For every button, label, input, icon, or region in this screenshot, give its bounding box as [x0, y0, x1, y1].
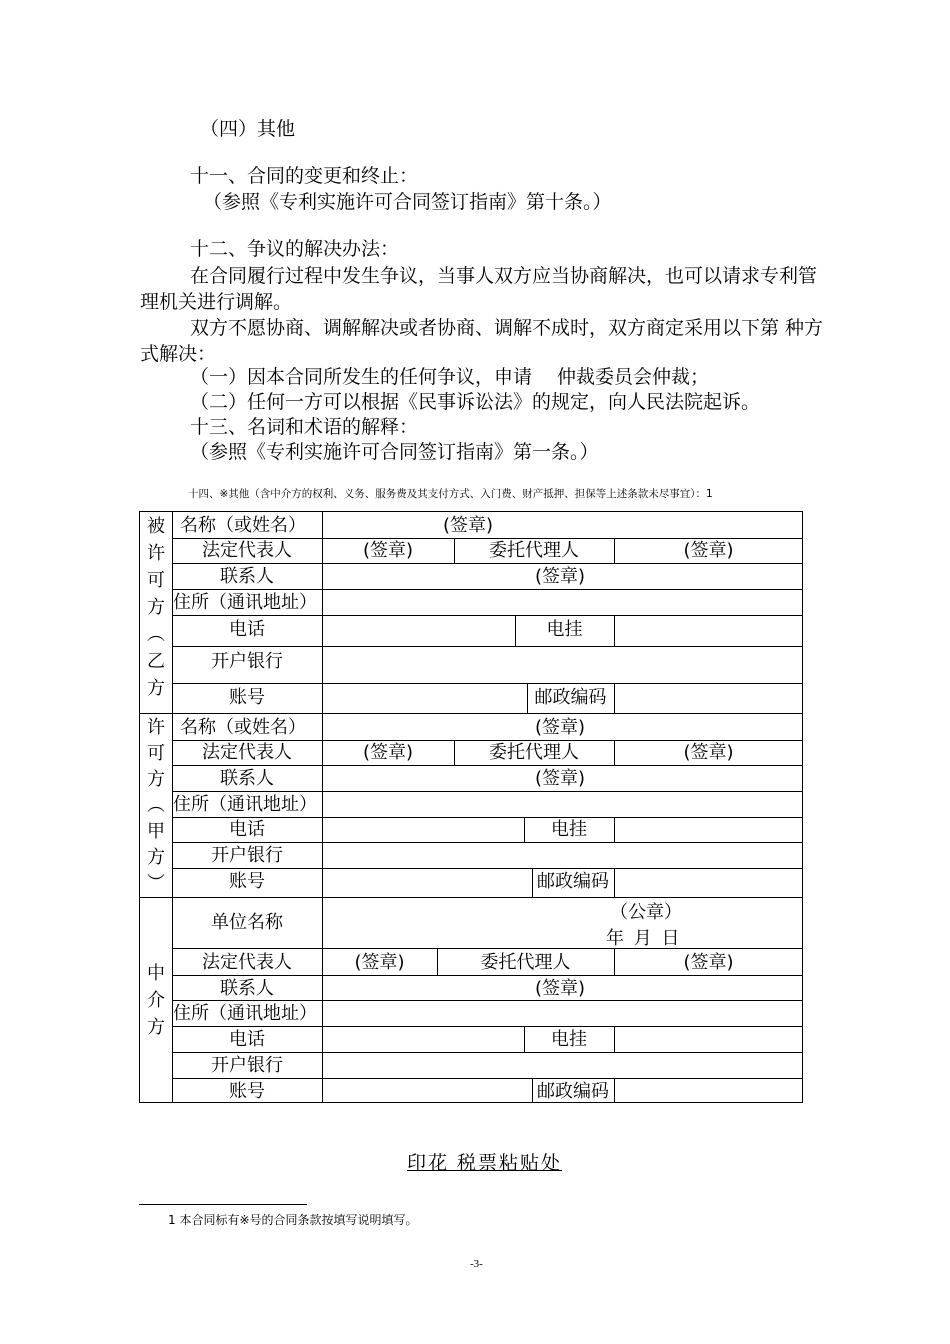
- intermediary-legal-rep-seal: (签章): [354, 952, 405, 973]
- licensee-side-label: 被 许 可 方 ︵ 乙 方: [147, 516, 165, 699]
- stamp-tax-area: 印花 税票粘贴处: [407, 1152, 563, 1174]
- licensor-phone-label: 电话: [229, 819, 265, 840]
- cell-divider: [614, 868, 615, 897]
- licensee-bank-label: 开户银行: [211, 651, 283, 672]
- section-12-option-1: （一）因本合同所发生的任何争议，申请 仲裁委员会仲裁；: [190, 366, 710, 388]
- section-12-title: 十二、争议的解决办法：: [190, 238, 400, 260]
- licensor-agent-label: 委托代理人: [489, 742, 579, 763]
- section-12-paragraph-2-line-2: 式解决：: [140, 343, 217, 365]
- licensee-phone-label: 电话: [229, 619, 265, 640]
- page-number: -3-: [470, 1258, 483, 1270]
- cell-divider: [614, 1078, 615, 1103]
- licensor-contact-label: 联系人: [220, 768, 274, 789]
- section-14-note: 十四、※其他（含中介方的权利、义务、服务费及其支付方式、入门费、财产抵押、担保等上述条款未尽事宜）：1: [188, 488, 713, 500]
- licensee-agent-label: 委托代理人: [489, 540, 579, 561]
- licensor-telex-label: 电挂: [551, 819, 587, 840]
- row-divider: [172, 817, 803, 818]
- intermediary-contact-label: 联系人: [220, 978, 274, 999]
- row-divider: [172, 615, 803, 616]
- intermediary-bank-label: 开户银行: [211, 1055, 283, 1076]
- section-13-title: 十三、名词和术语的解释：: [190, 416, 419, 438]
- licensor-name-seal: (签章): [535, 717, 586, 738]
- section-11-reference: （参照《专利实施许可合同签订指南》第十条。）: [203, 191, 612, 213]
- intermediary-telex-label: 电挂: [551, 1029, 587, 1050]
- row-divider: [172, 948, 803, 949]
- label-column-divider: [322, 511, 323, 1103]
- intermediary-contact-seal: (签章): [535, 978, 586, 999]
- row-divider: [172, 646, 803, 647]
- intermediary-phone-label: 电话: [229, 1029, 265, 1050]
- row-divider: [172, 1052, 803, 1053]
- licensor-postcode-label: 邮政编码: [537, 871, 609, 892]
- licensor-bank-label: 开户银行: [211, 845, 283, 866]
- cell-divider: [614, 817, 615, 842]
- licensor-name-label: 名称（或姓名）: [180, 717, 306, 738]
- licensee-legal-rep-seal: (签章): [362, 540, 414, 561]
- intermediary-postcode-label: 邮政编码: [537, 1081, 609, 1102]
- row-divider: [172, 791, 803, 792]
- licensor-agent-seal: (签章): [683, 742, 734, 763]
- row-divider: [172, 740, 803, 741]
- row-divider: [172, 563, 803, 564]
- intermediary-agent-label: 委托代理人: [480, 952, 571, 973]
- row-divider: [172, 589, 803, 590]
- section-4-other: （四）其他: [200, 118, 296, 140]
- intermediary-unit-label: 单位名称: [211, 912, 283, 933]
- row-divider: [172, 538, 803, 539]
- cell-divider: [614, 683, 615, 713]
- footnote-separator: [139, 1204, 307, 1205]
- licensee-legal-rep-label: 法定代表人: [202, 540, 292, 561]
- intermediary-address-label: 住所（通讯地址）: [173, 1003, 317, 1024]
- section-12-option-2: （二）任何一方可以根据《民事诉讼法》的规定，向人民法院起诉。: [190, 391, 761, 413]
- intermediary-side-label: 中 介 方: [147, 963, 165, 1038]
- licensee-name-seal: (签章): [443, 515, 494, 536]
- section-12-paragraph-1-line-1: 在合同履行过程中发生争议，当事人双方应当协商解决，也可以请求专利管: [190, 265, 818, 287]
- section-13-reference: （参照《专利实施许可合同签订指南》第一条。）: [190, 441, 599, 463]
- licensee-contact-label: 联系人: [220, 566, 274, 587]
- section-11-title: 十一、合同的变更和终止：: [190, 165, 419, 187]
- group-divider: [139, 897, 803, 898]
- licensor-address-label: 住所（通讯地址）: [173, 794, 317, 815]
- cell-divider: [614, 1026, 615, 1052]
- row-divider: [172, 1078, 803, 1079]
- intermediary-agent-seal: (签章): [683, 952, 734, 973]
- row-divider: [172, 868, 803, 869]
- licensee-account-label: 账号: [229, 687, 265, 708]
- intermediary-official-seal: （公章）: [610, 902, 682, 923]
- intermediary-account-label: 账号: [229, 1081, 265, 1102]
- footnote: 1 本合同标有※号的合同条款按填写说明填写。: [168, 1213, 418, 1227]
- licensee-address-label: 住所（通讯地址）: [173, 592, 317, 613]
- row-divider: [172, 765, 803, 766]
- intermediary-date-line: 年 月 日: [606, 928, 680, 949]
- licensor-contact-seal: (签章): [535, 768, 586, 789]
- row-divider: [172, 975, 803, 976]
- intermediary-legal-rep-label: 法定代表人: [202, 952, 292, 973]
- cell-divider: [614, 615, 615, 646]
- row-divider: [172, 842, 803, 843]
- section-12-paragraph-2-line-1: 双方不愿协商、调解解决或者协商、调解不成时，双方商定采用以下第 种方: [190, 317, 824, 339]
- licensor-legal-rep-seal: (签章): [362, 742, 414, 763]
- row-divider: [172, 683, 803, 684]
- row-divider: [172, 1000, 803, 1001]
- row-divider: [172, 1026, 803, 1027]
- licensee-postcode-label: 邮政编码: [534, 687, 607, 708]
- licensee-agent-seal: (签章): [683, 540, 734, 561]
- licensee-telex-label: 电挂: [546, 619, 583, 640]
- section-12-paragraph-1-line-2: 理机关进行调解。: [140, 291, 293, 313]
- licensor-account-label: 账号: [229, 871, 265, 892]
- licensor-side-label: 许 可 方 ︵ 甲 方 ︶: [147, 717, 165, 894]
- licensee-contact-seal: (签章): [535, 566, 586, 587]
- licensee-name-label: 名称（或姓名）: [180, 515, 306, 536]
- licensor-legal-rep-label: 法定代表人: [202, 742, 292, 763]
- group-divider: [139, 713, 803, 714]
